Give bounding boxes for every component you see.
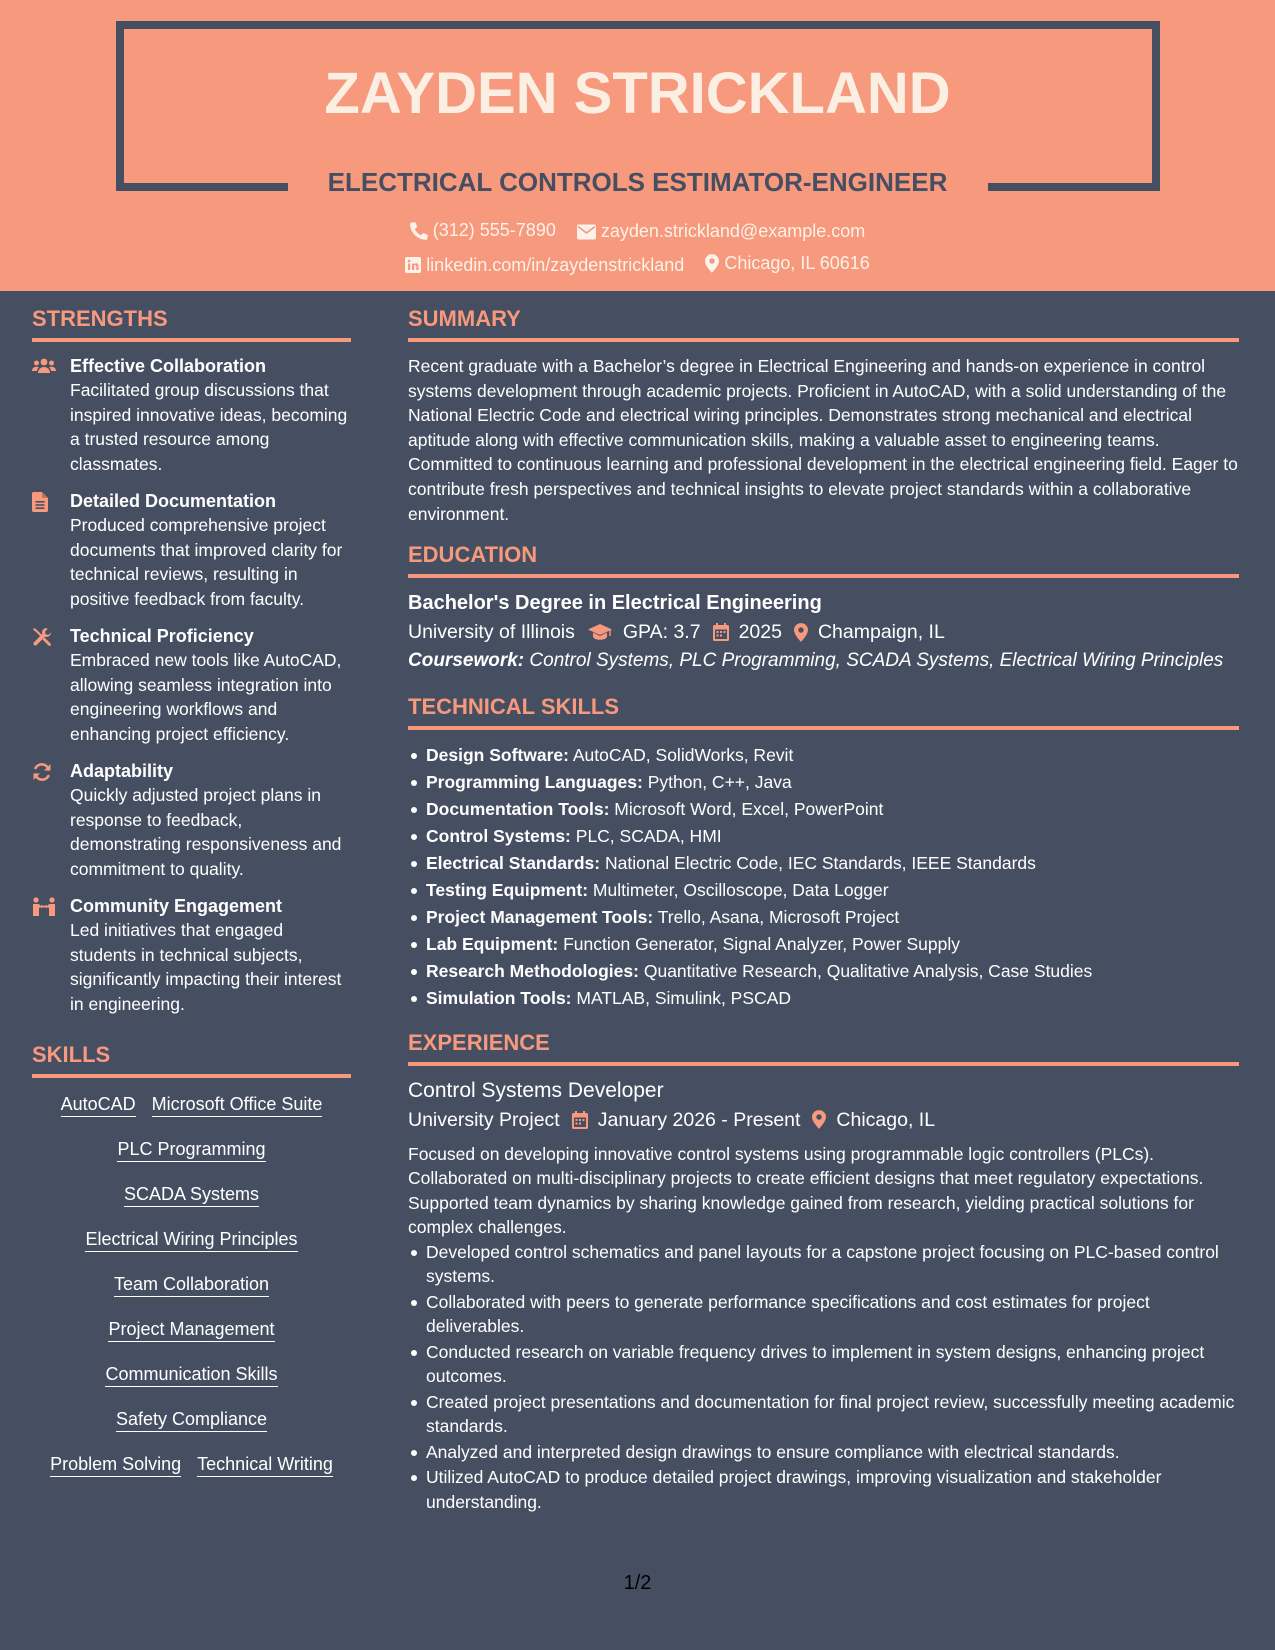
education-year: 2025 [738, 621, 782, 644]
location-text: Chicago, IL 60616 [724, 253, 870, 273]
tech-skill-value: MATLAB, Simulink, PSCAD [576, 987, 791, 1008]
skill-tag: Communication Skills [105, 1362, 277, 1387]
coursework-list: Control Systems, PLC Programming, SCADA Systems, Electrical Wiring Principles [529, 650, 1224, 672]
tech-skill-value: Multimeter, Oscilloscope, Data Logger [592, 879, 889, 900]
strength-item [32, 894, 351, 1016]
strength-name: Effective Collaboration [70, 356, 267, 376]
tech-skill-label: Project Management Tools: [426, 906, 654, 927]
tech-skill-label: Simulation Tools: [426, 987, 572, 1008]
strength-desc: Produced comprehensive project documents that improved clarity for technical reviews, resulting in positive feedback from faculty. [70, 515, 343, 609]
list-item [408, 904, 1239, 931]
people-arrows-icon [32, 897, 56, 917]
coursework [408, 649, 1239, 674]
strength-name: Technical Proficiency [70, 626, 254, 646]
list-item [408, 742, 1239, 769]
tech-skill-label: Control Systems: [426, 825, 571, 846]
strength-item [32, 624, 351, 746]
graduation-cap-icon [587, 623, 613, 641]
tech-skill-value: Trello, Asana, Microsoft Project [657, 906, 900, 927]
list-item [408, 769, 1239, 796]
education-heading: EDUCATION [408, 542, 1239, 578]
left-column [32, 306, 351, 1497]
map-pin-icon [812, 1110, 826, 1129]
header [0, 0, 1275, 291]
strength-desc: Led initiatives that engaged students in technical subjects, significantly impacting their interest in engineering. [70, 920, 342, 1014]
strength-desc: Embraced new tools like AutoCAD, allowing seamless integration into engineering workflows and enhancing project efficiency. [70, 650, 342, 744]
skill-tag: Safety Compliance [116, 1407, 267, 1432]
education-school: University of Illinois [408, 621, 575, 644]
strength-name: Detailed Documentation [70, 491, 277, 511]
right-column [408, 306, 1239, 1515]
education-location: Champaign, IL [817, 621, 945, 644]
tech-skill-value: Quantitative Research, Qualitative Analysis, Case Studies [643, 960, 1093, 981]
phone[interactable] [410, 220, 556, 241]
experience-bullets [408, 1240, 1239, 1515]
experience-role: Control Systems Developer [408, 1078, 664, 1102]
experience-dates: January 2026 - Present [597, 1108, 801, 1131]
tech-skill-label: Lab Equipment: [426, 933, 559, 954]
location [705, 253, 869, 274]
experience-heading: EXPERIENCE [408, 1030, 1239, 1066]
summary-text: Recent graduate with a Bachelor’s degree in Electrical Engineering and hands-on experience in control systems development through academic projects. Proficient in AutoCAD, with a solid understanding of the National Electric Code and electrical wiring principles. Demonstrates strong mechanical and electrical aptitude along with effective communication skills, making a valuable asset to engineering teams. Committed to continuous learning and professional development in the electrical engineering field. Eager to contribute fresh perspectives and technical insights to elevate project standards within a collaborative environment. [408, 356, 1238, 524]
education-gpa: GPA: 3.7 [622, 621, 701, 644]
list-item: Utilized AutoCAD to produce detailed project drawings, improving visualization and stakeholder understanding. [408, 1465, 1239, 1514]
list-item [408, 796, 1239, 823]
strength-name: Community Engagement [70, 896, 283, 916]
tech-skill-label: Testing Equipment: [426, 879, 589, 900]
tools-icon [32, 627, 52, 647]
list-item [408, 850, 1239, 877]
skill-tag: Technical Writing [197, 1452, 333, 1477]
phone-text: (312) 555-7890 [432, 220, 556, 240]
document-icon [32, 492, 48, 512]
envelope-icon [577, 224, 596, 240]
tech-skill-value: AutoCAD, SolidWorks, Revit [572, 744, 794, 765]
skill-tag: PLC Programming [117, 1137, 265, 1162]
coursework-label: Coursework: [408, 650, 525, 672]
experience-meta [408, 1106, 1239, 1134]
strength-item [32, 489, 351, 611]
experience-description: Focused on developing innovative control systems using programmable logic controllers (PLCs). Collaborated on multi-disciplinary projects to create efficient designs that meet regulatory expectations. Supported team dynamics by sharing knowledge gained from research, yielding practical solutions for complex challenges. [408, 1143, 1204, 1238]
candidate-name: ZAYDEN STRICKLAND [324, 61, 951, 126]
refresh-icon [32, 762, 52, 782]
summary-heading: SUMMARY [408, 306, 1239, 342]
list-item: Developed control schematics and panel layouts for a capstone project focusing on PLC-based control systems. [408, 1240, 1239, 1289]
skills-heading: SKILLS [32, 1042, 351, 1078]
phone-icon [410, 222, 428, 240]
skill-tag: Electrical Wiring Principles [85, 1227, 297, 1252]
tech-skill-label: Programming Languages: [426, 771, 643, 792]
tech-skill-value: Python, C++, Java [647, 771, 792, 792]
email[interactable] [577, 221, 865, 242]
job-title: ELECTRICAL CONTROLS ESTIMATOR-ENGINEER [327, 167, 948, 197]
skill-tag: Project Management [108, 1317, 274, 1342]
strength-desc: Facilitated group discussions that inspired innovative ideas, becoming a trusted resource among classmates. [70, 380, 348, 474]
email-text: zayden.strickland@example.com [600, 221, 866, 241]
education-degree: Bachelor's Degree in Electrical Engineering [408, 592, 822, 615]
technical-skills-heading: TECHNICAL SKILLS [408, 694, 1239, 730]
skill-tag: Problem Solving [50, 1452, 181, 1477]
tech-skill-value: Function Generator, Signal Analyzer, Power Supply [563, 933, 960, 954]
experience-location: Chicago, IL [836, 1108, 936, 1131]
list-item [408, 985, 1239, 1012]
list-item [408, 823, 1239, 850]
education-meta [408, 618, 1239, 646]
skills-list [32, 1090, 351, 1480]
users-icon [32, 357, 56, 375]
page-number: 1/2 [623, 1572, 652, 1594]
strengths-heading: STRENGTHS [32, 306, 351, 342]
list-item: Created project presentations and documentation for final project review, successfully meeting academic standards. [408, 1390, 1239, 1439]
tech-skill-label: Electrical Standards: [426, 852, 601, 873]
strength-desc: Quickly adjusted project plans in response to feedback, demonstrating responsiveness and commitment to quality. [70, 785, 342, 879]
tech-skill-value: Microsoft Word, Excel, PowerPoint [614, 798, 884, 819]
experience-org: University Project [408, 1108, 560, 1131]
tech-skill-value: PLC, SCADA, HMI [575, 825, 722, 846]
list-item: Collaborated with peers to generate performance specifications and cost estimates for project deliverables. [408, 1290, 1239, 1339]
tech-skill-label: Design Software: [426, 744, 569, 765]
list-item: Analyzed and interpreted design drawings to ensure compliance with electrical standards. [408, 1440, 1239, 1465]
strength-item [32, 354, 351, 476]
map-pin-icon [794, 623, 808, 642]
technical-skills-list [408, 742, 1239, 1012]
contact-line-1 [0, 220, 1275, 245]
strength-item [32, 759, 351, 881]
tech-skill-label: Documentation Tools: [426, 798, 610, 819]
list-item: Conducted research on variable frequency drives to implement in system designs, enhancing project outcomes. [408, 1340, 1239, 1389]
linkedin-icon [405, 257, 421, 273]
tech-skill-label: Research Methodologies: [426, 960, 639, 981]
linkedin[interactable] [405, 255, 684, 276]
strength-name: Adaptability [70, 761, 174, 781]
skill-tag: Team Collaboration [114, 1272, 269, 1297]
skill-tag: AutoCAD [61, 1092, 136, 1117]
map-pin-icon [705, 254, 719, 273]
skill-tag: SCADA Systems [124, 1182, 259, 1207]
skill-tag: Microsoft Office Suite [152, 1092, 323, 1117]
calendar-icon [713, 623, 729, 641]
list-item [408, 877, 1239, 904]
contact-line-2 [0, 253, 1275, 278]
list-item [408, 931, 1239, 958]
calendar-icon [572, 1111, 588, 1129]
list-item [408, 958, 1239, 985]
tech-skill-value: National Electric Code, IEC Standards, IEEE Standards [604, 852, 1036, 873]
linkedin-text: linkedin.com/in/zaydenstrickland [426, 254, 685, 275]
